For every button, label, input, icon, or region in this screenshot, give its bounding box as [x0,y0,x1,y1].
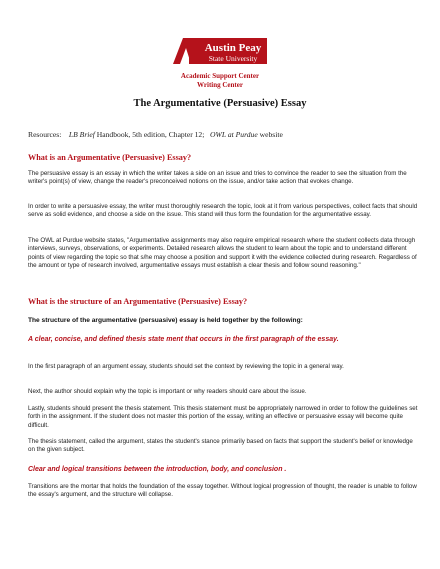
paragraph-context: In the first paragraph of an argument essay, students should set the context by reviewing the topic in a general way. [28,363,344,370]
department-block [0,72,440,90]
paragraph-thesis-present: Lastly, students should present the thesis statement. This thesis statement must be appropriately narrowed in order to follow the guidelines set forth in the assignment. If the student does not master this portion of the essay, writing an effective or persuasive essay will become quite difficult. [28,405,418,429]
paragraph-importance: Next, the author should explain why the topic is important or why readers should care about the issue. [28,388,307,395]
structure-intro: The structure of the argumentative (persuasive) essay is held together by the following: [28,317,303,324]
paragraph-definition: The persuasive essay is an essay in which the writer takes a side on an issue and tries to convince the reader to see the situation from the writer's point(s) of view, change the reader's preconceived notions on the issue, and/or take action that evokes change. [28,170,407,186]
point-thesis: A clear, concise, and defined thesis state ment that occurs in the first paragraph of the essay. [28,336,339,343]
paragraph-owl-quote: The OWL at Purdue website states, "Argumentative assignments may also require empirical research where the student collects data through interviews, surveys, observations, or experiments. Detailed research allows the student to learn about the topic and to understand different points of view regarding the topic so that s/he may choose a position and support it with the evidence collected during research. Regardless of the amount or type of research involved, argumentative essays must establish a clear thesis and follow sound reasoning." [28,237,417,269]
paragraph-thesis-argument: The thesis statement, called the argument, states the student's stance primarily based on facts that support the student's belief or knowledge on the given subject. [28,438,413,454]
logo-line2: State University [208,54,258,63]
paragraph-research: In order to write a persuasive essay, the writer must thoroughly research the topic, look at it from various perspectives, collect facts that should serve as solid evidence, and choose a side on the issue. This stand will thus form the foundation for the argumentative essay. [28,203,418,219]
section-heading-structure: What is the structure of an Argumentative (Persuasive) Essay? [28,297,248,306]
resources-owl: OWL at Purdue [210,130,258,139]
resources-owl-rest: website [259,130,283,139]
resources-line [28,130,423,139]
document-title: The Argumentative (Persuasive) Essay [133,98,307,109]
logo-line1: Austin Peay [204,42,262,54]
section-heading-what-is: What is an Argumentative (Persuasive) Essay? [28,153,192,162]
department-line-2: Writing Center [197,81,243,89]
point-transitions: Clear and logical transitions between the introduction, body, and conclusion . [28,466,287,473]
logo-mark-icon [171,34,269,68]
department-line-1: Academic Support Center [180,72,260,80]
resources-book-rest: Handbook, 5th edition, Chapter 12; [96,130,205,139]
resources-book: LB Brief [68,130,95,139]
paragraph-transitions: Transitions are the mortar that holds the foundation of the essay together. Without logical progression of thought, the reader is unable to follow the essay's argument, and the structure will collapse. [28,483,417,499]
resources-label: Resources: [28,130,62,139]
university-logo [171,34,269,68]
